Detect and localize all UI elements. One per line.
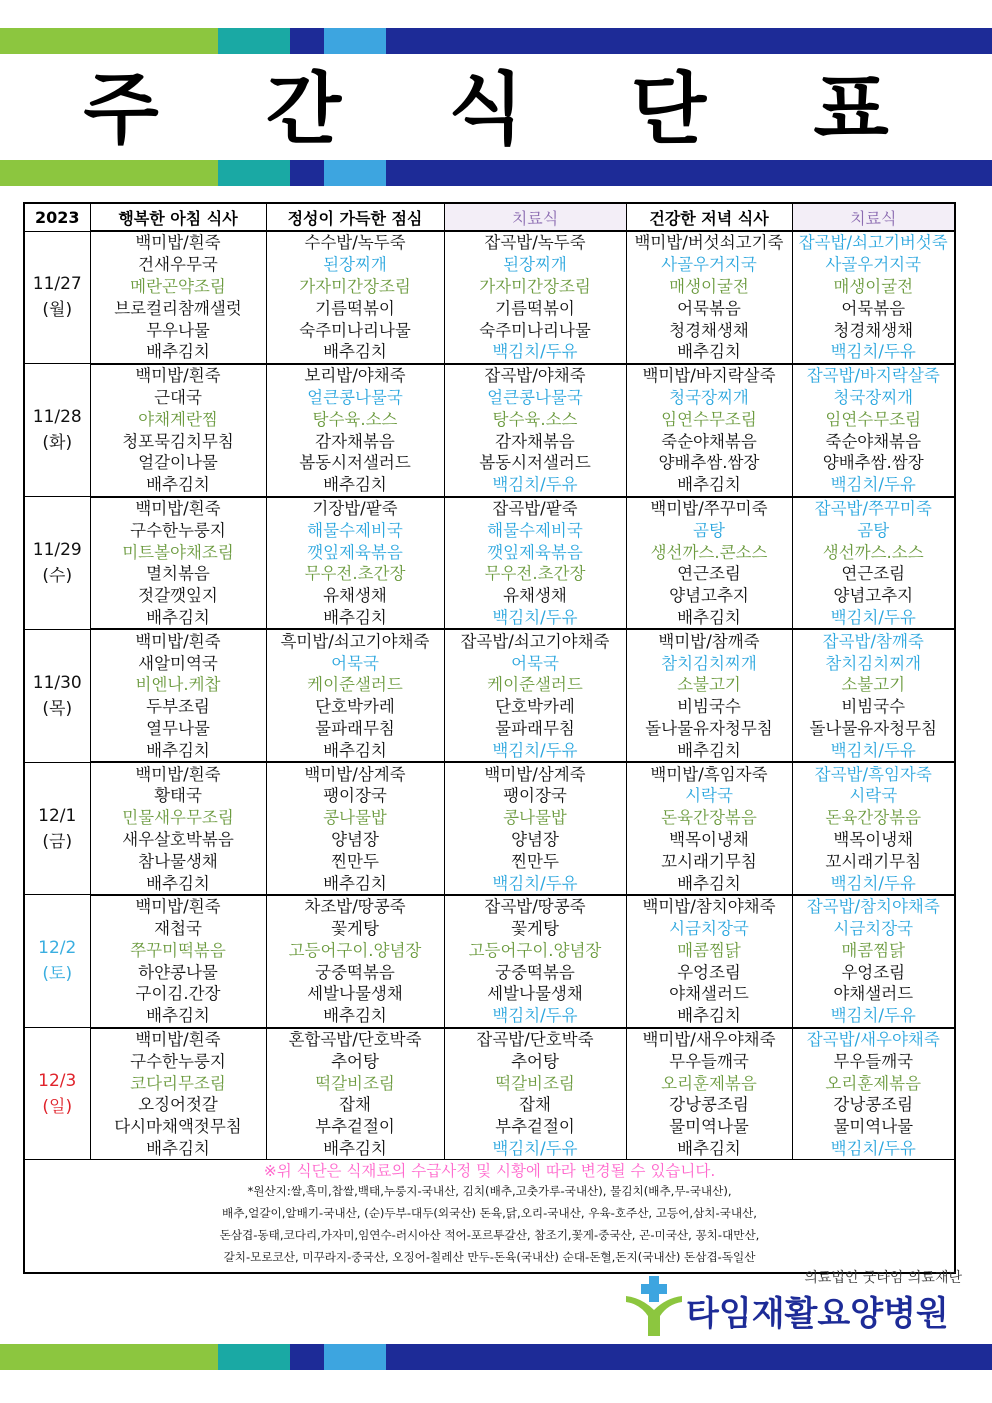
day-date: 11/29 (32, 539, 82, 560)
menu-row (24, 364, 955, 387)
menu-item: 팽이장국 (266, 785, 444, 807)
menu-item: 배추김치 (626, 1138, 792, 1160)
menu-item: 배추김치 (626, 474, 792, 497)
menu-item: 참치김치찌개 (792, 652, 955, 674)
menu-item: 배추김치 (626, 1005, 792, 1028)
menu-row (24, 961, 955, 983)
menu-item: 백김치/두유 (792, 1138, 955, 1160)
menu-item: 가자미간장조림 (444, 276, 626, 298)
menu-item: 백미밥/새우야채죽 (626, 1028, 792, 1051)
menu-item: 비빔국수 (792, 696, 955, 718)
menu-item: 하얀콩나물 (90, 961, 266, 983)
menu-item: 돈육간장볶음 (792, 807, 955, 829)
menu-item: 잡곡밥/땅콩죽 (444, 895, 626, 918)
menu-item: 강낭콩조림 (626, 1094, 792, 1116)
menu-row (24, 1028, 955, 1051)
menu-item: 꽃게탕 (266, 918, 444, 940)
menu-body (24, 231, 955, 1160)
menu-item: 세발나물생채 (266, 983, 444, 1005)
menu-item: 청경채생채 (792, 319, 955, 341)
menu-row (24, 629, 955, 652)
menu-item: 생선까스.콘소스 (626, 541, 792, 563)
menu-item: 백김치/두유 (792, 739, 955, 762)
menu-item: 백김치/두유 (444, 872, 626, 895)
menu-item: 기름떡볶이 (444, 297, 626, 319)
menu-item: 탕수육.소스 (444, 408, 626, 430)
menu-item: 백미밥/삼계죽 (444, 762, 626, 785)
menu-item: 다시마채액젓무침 (90, 1116, 266, 1138)
menu-row (24, 231, 955, 254)
header-year: 2023 (24, 203, 90, 231)
menu-item: 배추김치 (626, 872, 792, 895)
menu-item: 부추겉절이 (444, 1116, 626, 1138)
menu-item: 깻잎제육볶음 (266, 541, 444, 563)
menu-item: 백미밥/버섯쇠고기죽 (626, 231, 792, 254)
title-underline-stripe (0, 160, 992, 186)
menu-item: 보리밥/야채죽 (266, 364, 444, 387)
menu-row (24, 563, 955, 585)
menu-item: 오리훈제볶음 (626, 1072, 792, 1094)
menu-item: 백목이냉채 (626, 829, 792, 851)
menu-item: 양념고추지 (626, 585, 792, 607)
menu-item: 배추김치 (266, 474, 444, 497)
menu-item: 잡곡밥/새우야채죽 (792, 1028, 955, 1051)
menu-item: 시금치장국 (792, 918, 955, 940)
menu-item: 청경채생채 (626, 319, 792, 341)
menu-item: 오리훈제볶음 (792, 1072, 955, 1094)
menu-item: 무우전.초간장 (266, 563, 444, 585)
menu-row (24, 674, 955, 696)
menu-item: 고등어구이.양념장 (266, 940, 444, 962)
menu-item: 백미밥/쭈꾸미죽 (626, 497, 792, 520)
menu-item: 꼬시래기무침 (626, 850, 792, 872)
menu-row (24, 297, 955, 319)
menu-item: 꼬시래기무침 (792, 850, 955, 872)
menu-row (24, 1072, 955, 1094)
menu-item: 백김치/두유 (792, 1005, 955, 1028)
menu-item: 혼합곡밥/단호박죽 (266, 1028, 444, 1051)
day-weekday: (금) (42, 831, 73, 852)
menu-item: 백미밥/흰죽 (90, 497, 266, 520)
menu-row (24, 541, 955, 563)
menu-item: 사골우거지국 (792, 254, 955, 276)
menu-row (24, 474, 955, 497)
menu-item: 구이김.간장 (90, 983, 266, 1005)
menu-item: 양념고추지 (792, 585, 955, 607)
menu-item: 무우나물 (90, 319, 266, 341)
menu-item: 연근조림 (792, 563, 955, 585)
menu-item: 해물수제비국 (266, 519, 444, 541)
bottom-color-stripe (0, 1344, 992, 1370)
menu-row (24, 718, 955, 740)
menu-item: 궁중떡볶음 (444, 961, 626, 983)
day-cell (24, 497, 90, 630)
menu-item: 매생이굴전 (626, 276, 792, 298)
menu-item: 야채계란찜 (90, 408, 266, 430)
menu-row (24, 785, 955, 807)
day-cell (24, 629, 90, 762)
menu-item: 백미밥/흰죽 (90, 895, 266, 918)
menu-item: 미트볼야채조림 (90, 541, 266, 563)
hospital-logo-icon (622, 1276, 686, 1338)
menu-item: 백김치/두유 (444, 1138, 626, 1160)
notice-cell (24, 1160, 955, 1274)
menu-item: 단호박카레 (266, 696, 444, 718)
menu-item: 물미역나물 (792, 1116, 955, 1138)
header-dinner: 건강한 저녁 식사 (626, 203, 792, 231)
menu-item: 팽이장국 (444, 785, 626, 807)
menu-item: 백미밥/참치야채죽 (626, 895, 792, 918)
menu-row (24, 519, 955, 541)
menu-item: 백김치/두유 (444, 739, 626, 762)
menu-item: 우엉조림 (626, 961, 792, 983)
day-date: 12/2 (38, 938, 77, 959)
menu-item: 꽃게탕 (444, 918, 626, 940)
menu-item: 잡채 (444, 1094, 626, 1116)
menu-row (24, 829, 955, 851)
menu-item: 기름떡볶이 (266, 297, 444, 319)
menu-item: 무우전.초간장 (444, 563, 626, 585)
menu-item: 쭈꾸미떡볶음 (90, 940, 266, 962)
menu-row (24, 739, 955, 762)
menu-item: 수수밥/녹두죽 (266, 231, 444, 254)
menu-item: 양념장 (266, 829, 444, 851)
menu-item: 매생이굴전 (792, 276, 955, 298)
day-date: 11/27 (32, 274, 82, 295)
day-weekday: (일) (42, 1096, 73, 1117)
menu-item: 참치김치찌개 (626, 652, 792, 674)
menu-item: 콩나물밥 (266, 807, 444, 829)
menu-item: 케이준샐러드 (266, 674, 444, 696)
menu-item: 된장찌개 (444, 254, 626, 276)
menu-item: 배추김치 (90, 1138, 266, 1160)
menu-item: 배추김치 (266, 872, 444, 895)
menu-item: 백미밥/흰죽 (90, 762, 266, 785)
day-weekday: (목) (42, 698, 73, 719)
menu-item: 잡채 (266, 1094, 444, 1116)
menu-item: 추어탕 (444, 1050, 626, 1072)
menu-row (24, 585, 955, 607)
menu-item: 소불고기 (626, 674, 792, 696)
menu-item: 양배추쌈.쌈장 (626, 452, 792, 474)
menu-item: 궁중떡볶음 (266, 961, 444, 983)
menu-item: 우엉조림 (792, 961, 955, 983)
menu-row (24, 1116, 955, 1138)
menu-item: 구수한누룽지 (90, 519, 266, 541)
menu-item: 청국장찌개 (792, 387, 955, 409)
menu-item: 오징어젓갈 (90, 1094, 266, 1116)
menu-item: 배추김치 (266, 739, 444, 762)
menu-item: 케이준샐러드 (444, 674, 626, 696)
day-cell (24, 364, 90, 497)
menu-item: 어묵볶음 (626, 297, 792, 319)
menu-item: 황태국 (90, 785, 266, 807)
page-title: 주 간 식 단 표 (83, 65, 929, 155)
notice-row (24, 1160, 955, 1274)
day-weekday: (수) (42, 565, 73, 586)
day-date: 12/3 (38, 1070, 77, 1091)
menu-row (24, 807, 955, 829)
menu-item: 돌나물유자청무침 (792, 718, 955, 740)
menu-item: 매콤찜닭 (626, 940, 792, 962)
foundation-name: 의료법인 굿타임 의료재단 (804, 1270, 962, 1286)
menu-item: 사골우거지국 (626, 254, 792, 276)
menu-row (24, 341, 955, 364)
menu-item: 열무나물 (90, 718, 266, 740)
menu-item: 무우들깨국 (626, 1050, 792, 1072)
menu-item: 백미밥/흑임자죽 (626, 762, 792, 785)
menu-item: 백미밥/흰죽 (90, 629, 266, 652)
day-cell (24, 1028, 90, 1160)
menu-item: 배추김치 (266, 607, 444, 630)
header-therapy-dinner: 치료식 (792, 203, 955, 231)
menu-item: 된장찌개 (266, 254, 444, 276)
menu-item: 백김치/두유 (444, 341, 626, 364)
hospital-name: 타임재활요양병원 (686, 1294, 949, 1334)
menu-item: 잡곡밥/단호박죽 (444, 1028, 626, 1051)
menu-item: 어묵볶음 (792, 297, 955, 319)
menu-item: 세발나물생채 (444, 983, 626, 1005)
menu-item: 깻잎제육볶음 (444, 541, 626, 563)
menu-item: 콩나물밥 (444, 807, 626, 829)
menu-row (24, 1094, 955, 1116)
menu-item: 찐만두 (266, 850, 444, 872)
menu-item: 잡곡밥/녹두죽 (444, 231, 626, 254)
menu-item: 얼갈이나물 (90, 452, 266, 474)
menu-item: 백미밥/바지락살죽 (626, 364, 792, 387)
menu-item: 물미역나물 (626, 1116, 792, 1138)
menu-item: 백김치/두유 (792, 607, 955, 630)
menu-item: 떡갈비조림 (444, 1072, 626, 1094)
menu-item: 잡곡밥/참깨죽 (792, 629, 955, 652)
menu-item: 건새우무국 (90, 254, 266, 276)
menu-item: 추어탕 (266, 1050, 444, 1072)
menu-item: 흑미밥/쇠고기야채죽 (266, 629, 444, 652)
menu-item: 얼큰콩나물국 (444, 387, 626, 409)
menu-item: 코다리무조림 (90, 1072, 266, 1094)
menu-item: 해물수제비국 (444, 519, 626, 541)
menu-item: 잡곡밥/쭈꾸미죽 (792, 497, 955, 520)
top-color-stripe (0, 28, 992, 54)
menu-item: 돈육간장볶음 (626, 807, 792, 829)
menu-item: 메란곤약조림 (90, 276, 266, 298)
menu-item: 잡곡밥/야채죽 (444, 364, 626, 387)
menu-item: 백김치/두유 (792, 474, 955, 497)
menu-item: 비빔국수 (626, 696, 792, 718)
menu-item: 잡곡밥/쇠고기버섯죽 (792, 231, 955, 254)
menu-item: 멸치볶음 (90, 563, 266, 585)
menu-item: 소불고기 (792, 674, 955, 696)
menu-item: 연근조림 (626, 563, 792, 585)
menu-item: 백김치/두유 (444, 1005, 626, 1028)
menu-item: 유채생채 (444, 585, 626, 607)
menu-item: 감자채볶음 (444, 430, 626, 452)
day-cell (24, 762, 90, 895)
change-notice: ※위 식단은 식재료의 수급사정 및 시황에 따라 변경될 수 있습니다. (263, 1162, 716, 1181)
menu-item: 부추겉절이 (266, 1116, 444, 1138)
menu-row (24, 387, 955, 409)
menu-item: 배추김치 (90, 739, 266, 762)
menu-item: 임연수무조림 (626, 408, 792, 430)
menu-item: 감자채볶음 (266, 430, 444, 452)
menu-row (24, 430, 955, 452)
menu-item: 백김치/두유 (444, 607, 626, 630)
menu-row (24, 850, 955, 872)
menu-item: 백김치/두유 (792, 341, 955, 364)
menu-row (24, 254, 955, 276)
menu-item: 백미밥/흰죽 (90, 231, 266, 254)
day-date: 11/30 (32, 672, 82, 693)
menu-item: 시락국 (792, 785, 955, 807)
menu-item: 두부조림 (90, 696, 266, 718)
menu-item: 배추김치 (90, 607, 266, 630)
menu-item: 배추김치 (90, 474, 266, 497)
origin-line: 배추,얼갈이,알배기-국내산, (순)두부-대두(외국산) 돈육,닭,오리-국내산, 우육-호주산, 고등어,삼치-국내산, (222, 1206, 757, 1221)
menu-item: 생선까스.소스 (792, 541, 955, 563)
menu-row (24, 452, 955, 474)
menu-row (24, 895, 955, 918)
menu-item: 새알미역국 (90, 652, 266, 674)
menu-item: 배추김치 (626, 739, 792, 762)
menu-row (24, 872, 955, 895)
menu-item: 찐만두 (444, 850, 626, 872)
menu-item: 죽순야채볶음 (626, 430, 792, 452)
menu-item: 임연수무조림 (792, 408, 955, 430)
menu-item: 재첩국 (90, 918, 266, 940)
menu-item: 백김치/두유 (792, 872, 955, 895)
menu-item: 매콤찜닭 (792, 940, 955, 962)
menu-item: 백김치/두유 (444, 474, 626, 497)
menu-item: 곰탕 (792, 519, 955, 541)
weekly-menu-table (23, 202, 956, 1274)
menu-item: 백미밥/흰죽 (90, 364, 266, 387)
menu-item: 강낭콩조림 (792, 1094, 955, 1116)
hospital-logo (622, 1276, 972, 1338)
menu-row (24, 276, 955, 298)
menu-item: 숙주미나리나물 (266, 319, 444, 341)
menu-item: 양념장 (444, 829, 626, 851)
menu-item: 배추김치 (90, 872, 266, 895)
menu-item: 단호박카레 (444, 696, 626, 718)
origin-line: *원산지:쌀,흑미,찹쌀,백태,누룽지-국내산, 김치(배추,고춧가루-국내산), 물김치(배추,무-국내산), (247, 1184, 732, 1199)
menu-item: 곰탕 (626, 519, 792, 541)
day-weekday: (토) (42, 964, 73, 985)
menu-item: 떡갈비조림 (266, 1072, 444, 1094)
menu-item: 비엔나.케찹 (90, 674, 266, 696)
menu-item: 야채샐러드 (626, 983, 792, 1005)
menu-item: 어묵국 (266, 652, 444, 674)
header-lunch: 정성이 가득한 점심 (266, 203, 444, 231)
menu-row (24, 696, 955, 718)
day-date: 12/1 (38, 805, 77, 826)
menu-item: 잡곡밥/팥죽 (444, 497, 626, 520)
menu-item: 배추김치 (266, 1005, 444, 1028)
menu-row (24, 1138, 955, 1160)
menu-item: 차조밥/땅콩죽 (266, 895, 444, 918)
menu-item: 봄동시저샐러드 (444, 452, 626, 474)
menu-item: 물파래무침 (444, 718, 626, 740)
menu-row (24, 408, 955, 430)
menu-item: 어묵국 (444, 652, 626, 674)
menu-row (24, 497, 955, 520)
menu-item: 참나물생채 (90, 850, 266, 872)
menu-item: 청포묵김치무침 (90, 430, 266, 452)
day-weekday: (화) (42, 433, 73, 454)
day-date: 11/28 (32, 407, 82, 428)
menu-item: 시락국 (626, 785, 792, 807)
menu-item: 청국장찌개 (626, 387, 792, 409)
menu-row (24, 762, 955, 785)
day-cell (24, 231, 90, 364)
menu-item: 배추김치 (266, 341, 444, 364)
menu-item: 무우들깨국 (792, 1050, 955, 1072)
menu-row (24, 983, 955, 1005)
menu-item: 고등어구이.양념장 (444, 940, 626, 962)
header-row (24, 203, 955, 231)
menu-row (24, 1005, 955, 1028)
menu-item: 구수한누룽지 (90, 1050, 266, 1072)
menu-item: 돌나물유자청무침 (626, 718, 792, 740)
menu-item: 물파래무침 (266, 718, 444, 740)
menu-item: 잡곡밥/흑임자죽 (792, 762, 955, 785)
day-cell (24, 895, 90, 1028)
origin-line: 돈삼겹-동태,코다리,가자미,임연수-러시아산 적어-포르투갈산, 참조기,꽃게-중국산, 곤-미국산, 꽁치-대만산, (219, 1228, 760, 1243)
day-weekday: (월) (42, 300, 73, 321)
menu-row (24, 918, 955, 940)
menu-item: 새우살호박볶음 (90, 829, 266, 851)
menu-item: 근대국 (90, 387, 266, 409)
header-therapy-lunch: 치료식 (444, 203, 626, 231)
menu-item: 가자미간장조림 (266, 276, 444, 298)
menu-item: 기장밥/팥죽 (266, 497, 444, 520)
menu-item: 배추김치 (90, 341, 266, 364)
menu-row (24, 940, 955, 962)
menu-item: 유채생채 (266, 585, 444, 607)
menu-item: 시금치장국 (626, 918, 792, 940)
menu-item: 브로컬리참깨샐럿 (90, 297, 266, 319)
menu-row (24, 652, 955, 674)
menu-item: 양배추쌈.쌈장 (792, 452, 955, 474)
menu-row (24, 607, 955, 630)
menu-item: 잡곡밥/바지락살죽 (792, 364, 955, 387)
header-breakfast: 행복한 아침 식사 (90, 203, 266, 231)
menu-item: 봄동시저샐러드 (266, 452, 444, 474)
menu-item: 백미밥/참깨죽 (626, 629, 792, 652)
menu-item: 배추김치 (266, 1138, 444, 1160)
menu-item: 배추김치 (90, 1005, 266, 1028)
menu-item: 백미밥/삼계죽 (266, 762, 444, 785)
menu-item: 백미밥/흰죽 (90, 1028, 266, 1051)
menu-item: 야채샐러드 (792, 983, 955, 1005)
origin-line: 갈치-모로코산, 미꾸라지-중국산, 오징어-칠레산 만두-돈육(국내산) 순대-돈혈,돈지(국내산) 돈삼겹-독일산 (223, 1250, 756, 1265)
menu-item: 젓갈깻잎지 (90, 585, 266, 607)
menu-row (24, 319, 955, 341)
menu-row (24, 1050, 955, 1072)
menu-item: 얼큰콩나물국 (266, 387, 444, 409)
menu-item: 잡곡밥/참치야채죽 (792, 895, 955, 918)
menu-item: 탕수육.소스 (266, 408, 444, 430)
menu-item: 죽순야채볶음 (792, 430, 955, 452)
menu-item: 숙주미나리나물 (444, 319, 626, 341)
menu-item: 배추김치 (626, 341, 792, 364)
menu-item: 백목이냉채 (792, 829, 955, 851)
menu-item: 민물새우무조림 (90, 807, 266, 829)
menu-item: 잡곡밥/쇠고기야채죽 (444, 629, 626, 652)
menu-item: 배추김치 (626, 607, 792, 630)
